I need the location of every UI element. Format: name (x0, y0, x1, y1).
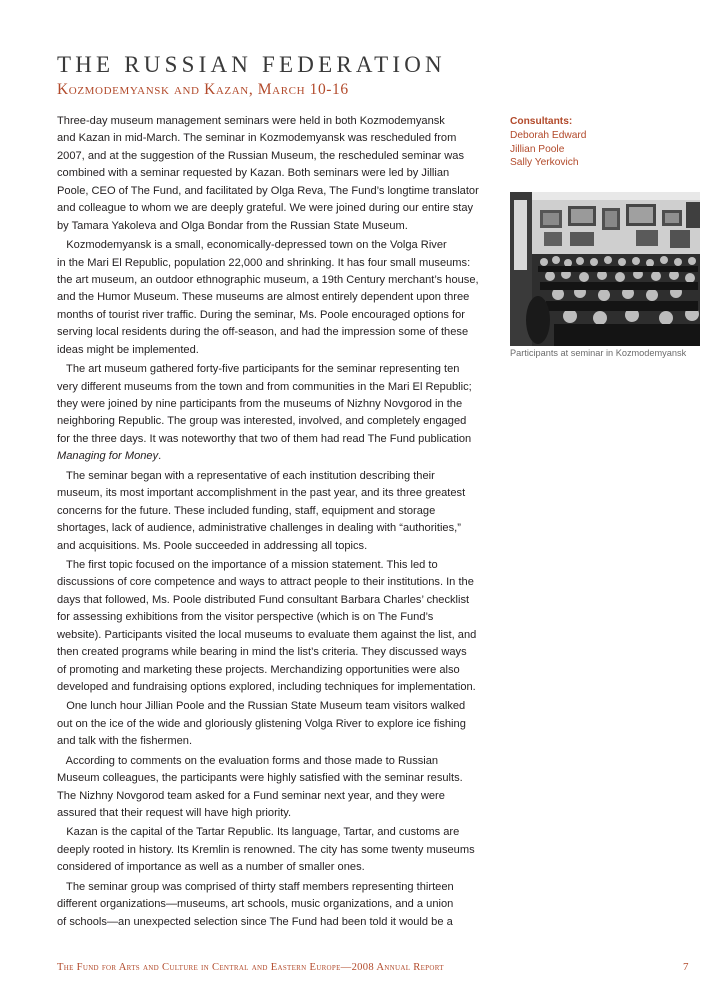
article-body (57, 113, 490, 933)
paragraph-line: 2007, and at the suggestion of the Russian Museum, the rescheduled seminar was (57, 149, 465, 162)
paragraph-line (57, 448, 490, 465)
page-number: 7 (683, 961, 689, 973)
section-subtitle: Kozmodemyansk and Kazan, March 10-16 (57, 81, 349, 98)
paragraph-line: serving local residents during the off-season, and had the impression some of these (57, 326, 469, 339)
paragraph-line: they were joined by nine participants from the museums of Nizhny Novgorod in the (57, 398, 463, 411)
article-paragraph (57, 698, 490, 750)
paragraph-line: considered of importance as well as a number of smaller ones. (57, 861, 365, 874)
paragraph-line: The Nizhny Novgorod team asked for a Fund seminar next year, and they were (57, 789, 445, 802)
photo-caption: Participants at seminar in Kozmodemyansk (510, 348, 687, 358)
paragraph-line: combined with a seminar requested by Kazan. Both seminars were led by Jillian (57, 167, 450, 180)
consultants-sidebar (510, 115, 700, 170)
paragraph-line: of promoting and marketing these projects. Merchandizing opportunities were also (57, 663, 460, 676)
paragraph-line: ideas might be implemented. (57, 343, 199, 356)
paragraph-line: According to comments on the evaluation forms and those made to Russian (57, 754, 439, 767)
paragraph-line: months of tourist river traffic. During the seminar, Ms. Poole encouraged options for (57, 308, 465, 321)
paragraph-line: Poole, CEO of The Fund, and facilitated by Olga Reva, The Fund’s longtime translator (57, 184, 479, 197)
paragraph-line: Kazan is the capital of the Tartar Republic. Its language, Tartar, and customs are (57, 826, 460, 839)
seminar-photo (510, 192, 700, 346)
paragraph-line: Kozmodemyansk is a small, economically-depressed town on the Volga River (57, 239, 447, 252)
paragraph-line: and acquisitions. Ms. Poole succeeded in addressing all topics. (57, 539, 368, 552)
paragraph-line: assured that their request will have high priority. (57, 807, 292, 820)
article-paragraph (57, 753, 490, 823)
paragraph-line: then created programs while bearing in mind the list’s criteria. They discussed ways (57, 646, 467, 659)
paragraph-line: Three-day museum management seminars were held in both Kozmodemyansk (57, 115, 445, 127)
paragraph-line: deeply rooted in history. Its Kremlin is renowned. The city has some twenty museums (57, 843, 475, 856)
paragraph-line: museum, its most important accomplishment in the past year, and its three greatest (57, 487, 466, 500)
paragraph-line: for assessing exhibitions from the visitor perspective (which is on The Fund’s (57, 611, 434, 624)
paragraph-line: Museum colleagues, the participants were highly satisfied with the seminar results. (57, 772, 463, 785)
paragraph-line: The seminar group was comprised of thirty staff members representing thirteen (57, 880, 454, 893)
article-paragraph (57, 824, 490, 876)
paragraph-line: the art museum, an outdoor ethnographic museum, a 19th Century merchant’s house, (57, 273, 479, 286)
paragraph-line: neighboring Republic. The group was interested, involved, and completely engaged (57, 415, 467, 428)
punctuation: . (158, 450, 162, 463)
paragraph-line: The first topic focused on the importance of a mission statement. This led to (57, 558, 438, 571)
publication-title: Managing for Money (57, 450, 159, 463)
paragraph-line: The art museum gathered forty-five participants for the seminar representing ten (57, 363, 460, 376)
paragraph-line: and colleague to whom we are deeply grateful. We were joined during our entire stay (57, 202, 474, 215)
paragraph-line: and the Humor Museum. These museums are almost entirely dependent upon three (57, 291, 470, 304)
seminar-photo-image (510, 192, 700, 346)
consultants-heading: Consultants: (510, 116, 573, 127)
article-paragraph (57, 237, 490, 359)
paragraph-line: for the three days. It was noteworthy that two of them had read The Fund publication (57, 432, 472, 445)
paragraph-line: very different museums from the town and from communities in the Mari El Republic; (57, 380, 472, 393)
footer-report-title: The Fund for Arts and Culture in Central and Eastern Europe—2008 Annual Report (57, 962, 444, 973)
paragraph-line: concerns for the future. These included funding, staff, equipment and storage (57, 504, 436, 517)
paragraph-line: and talk with the fishermen. (57, 735, 193, 748)
paragraph-line: One lunch hour Jillian Poole and the Russian State Museum team visitors walked (57, 700, 466, 713)
consultant-name: Deborah Edward (510, 130, 587, 141)
paragraph-line: days that followed, Ms. Poole distributed Fund consultant Barbara Charles’ checklist (57, 593, 470, 606)
paragraph-line: and Kazan in mid-March. The seminar in Kozmodemyansk was rescheduled from (57, 132, 457, 145)
article-paragraph (57, 879, 490, 931)
paragraph-line: out on the ice of the wide and gloriously glistening Volga River to explore ice fishing (57, 717, 466, 730)
paragraph-line: in the Mari El Republic, population 22,000 and shrinking. It has four small museums: (57, 256, 471, 269)
paragraph-line: of schools—an unexpected selection since The Fund had been told it would be a (57, 915, 453, 928)
paragraph-line: shortages, lack of audience, administrative challenges in dealing with “authorities,” (57, 522, 461, 535)
paragraph-line: different organizations—museums, art schools, music organizations, and a union (57, 898, 454, 911)
article-paragraph (57, 113, 490, 235)
consultant-name: Sally Yerkovich (510, 157, 579, 168)
paragraph-line: discussions of core competence and ways to attract people to their institutions. In the (57, 576, 474, 589)
paragraph-line: website). Participants visited the local museums to evaluate them against the list, and (57, 628, 477, 641)
paragraph-line: by Tamara Yakoleva and Olga Bondar from the Russian State Museum. (57, 219, 408, 232)
article-paragraph (57, 361, 490, 466)
article-paragraph (57, 468, 490, 555)
paragraph-line: developed and fundraising options explored, including techniques for implementation. (57, 681, 476, 694)
article-paragraph (57, 557, 490, 697)
consultant-name: Jillian Poole (510, 143, 565, 155)
paragraph-line: The seminar began with a representative of each institution describing their (57, 469, 435, 482)
page-title: THE RUSSIAN FEDERATION (57, 52, 446, 77)
